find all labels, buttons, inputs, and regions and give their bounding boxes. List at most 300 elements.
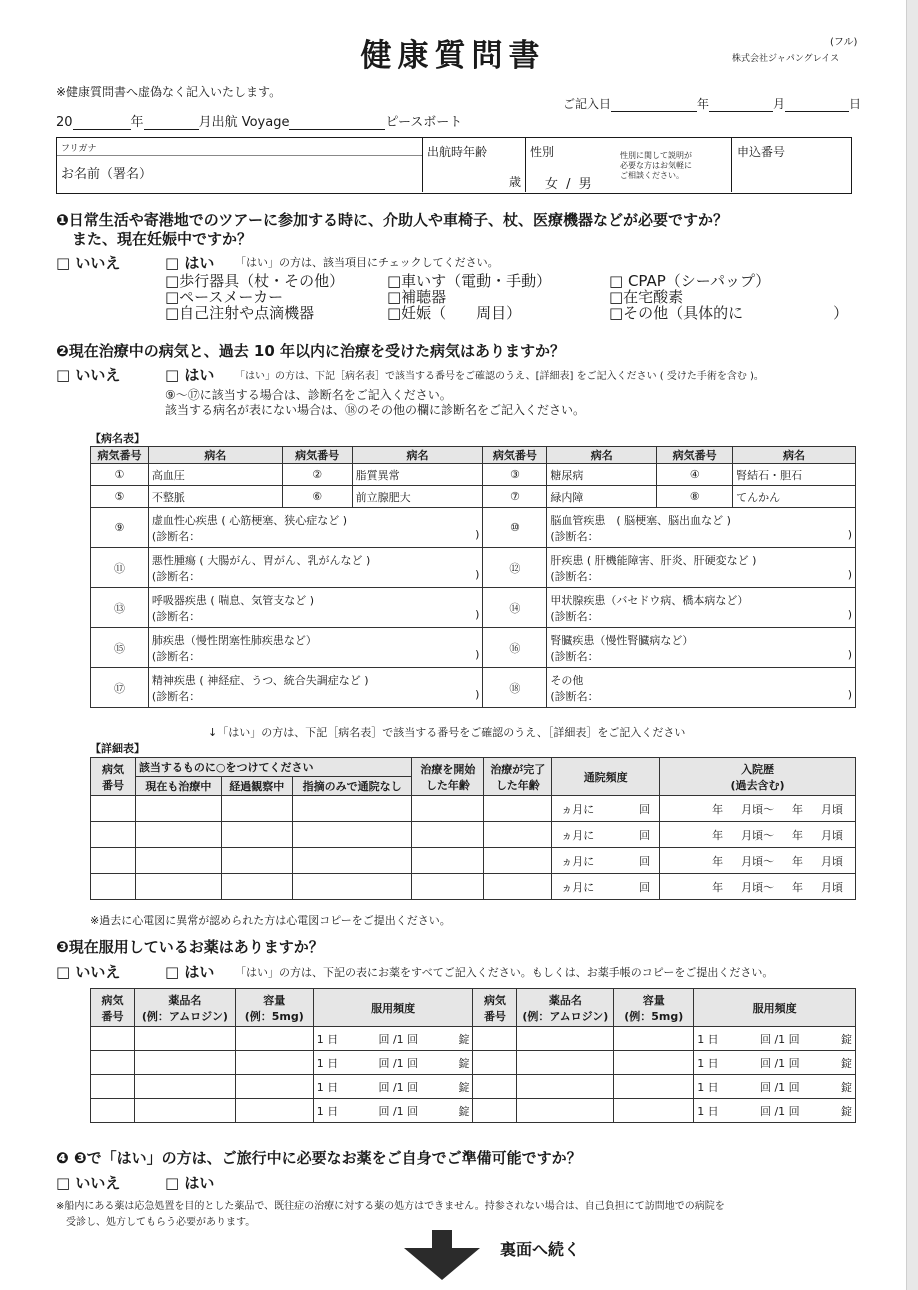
hospitalization-header [660, 758, 856, 796]
hospitalization-cell[interactable] [660, 848, 856, 874]
disease-name: 悪性腫瘍 ( 大腸がん、胃がん、乳がんなど ) [151, 553, 371, 567]
table-row [91, 464, 856, 486]
date-year-label: 年 [697, 97, 710, 111]
med-frequency-cell[interactable] [694, 1099, 856, 1123]
input-cell[interactable] [473, 1075, 517, 1099]
age-label: 出航時年齢 [427, 145, 488, 159]
voyage-number-field[interactable] [289, 117, 385, 130]
input-cell[interactable] [292, 874, 412, 900]
only-pointed-header: 指摘のみで通院なし [292, 777, 412, 796]
freq-times: 回 [639, 854, 651, 868]
frequency-cell[interactable] [552, 822, 660, 848]
hosp-year: 年 [792, 828, 804, 842]
freq-times: 回 [639, 880, 651, 894]
home-oxygen-option[interactable]: □在宅酸素 [609, 288, 684, 306]
header-text: 入院歴 [741, 762, 775, 776]
input-cell[interactable] [517, 1051, 614, 1075]
q2-note-3: 該当する病名が表にない場合は、⑱のその他の欄に診断名をご記入ください。 [165, 403, 586, 417]
input-cell[interactable] [91, 848, 136, 874]
detail-table-label: 【詳細表】 [90, 742, 145, 755]
diagnosis-close: ) [475, 527, 480, 541]
disease-number: ⑪ [91, 548, 149, 588]
frequency-text [555, 879, 656, 895]
med-frequency-text [317, 1103, 470, 1119]
disease-number: ⑨ [91, 508, 149, 548]
freq-tablet: 錠 [840, 1104, 852, 1118]
input-cell[interactable] [235, 1027, 313, 1051]
col-name: 病名 [733, 447, 856, 464]
table-row [91, 822, 856, 848]
med-frequency-cell[interactable] [313, 1099, 473, 1123]
disease-number: ⑫ [483, 548, 547, 588]
header-text: 病気 [101, 762, 124, 776]
med-frequency-text [317, 1031, 470, 1047]
hospitalization-cell[interactable] [660, 822, 856, 848]
input-cell[interactable] [473, 1027, 517, 1051]
date-line [563, 95, 861, 112]
wheelchair-option[interactable]: □車いす（電動・手動） [387, 272, 552, 290]
arrow-down-icon-stem [432, 1230, 452, 1250]
disease-detail-cell[interactable] [547, 588, 856, 628]
med-frequency-text [317, 1055, 470, 1071]
freq-day: 1 日 [697, 1080, 719, 1094]
input-cell[interactable] [484, 796, 552, 822]
hosp-year: 年 [712, 828, 724, 842]
app-no-field[interactable] [732, 138, 850, 192]
freq-times: 回 /1 回 [759, 1080, 800, 1094]
freq-times: 回 /1 回 [378, 1104, 419, 1118]
input-cell[interactable] [517, 1099, 614, 1123]
observation-header: 経過観察中 [221, 777, 292, 796]
diagnosis-close: ) [475, 607, 480, 621]
freq-day: 1 日 [697, 1032, 719, 1046]
sex-note-line: ご相談ください。 [620, 171, 684, 180]
date-day-label: 日 [849, 97, 862, 111]
name-label: お名前（署名） [61, 167, 153, 182]
input-cell[interactable] [91, 874, 136, 900]
diagnosis-line [152, 688, 480, 704]
disease-number: ⑤ [91, 486, 149, 508]
input-cell[interactable] [412, 848, 484, 874]
header-text: 番号 [101, 778, 124, 792]
q1-yes-checkbox[interactable]: □ はい [165, 254, 215, 272]
input-cell[interactable] [135, 796, 221, 822]
table-row [91, 668, 856, 708]
hosp-text [663, 879, 852, 895]
hosp-month: 月頃 [821, 802, 844, 816]
freq-tablet: 錠 [458, 1104, 470, 1118]
freq-times: 回 [639, 828, 651, 842]
voyage-year-label: 年 [130, 115, 144, 130]
freq-day: 1 日 [316, 1104, 339, 1118]
freq-times: 回 [639, 802, 651, 816]
voyage-month-label: 月出航 [198, 115, 238, 130]
freq-day: 1 日 [316, 1080, 339, 1094]
freq-times: 回 /1 回 [378, 1056, 419, 1070]
end-age-header [484, 758, 552, 796]
freq-month: ヵ月に [561, 828, 595, 842]
scrollbar[interactable] [906, 0, 918, 1290]
input-cell[interactable] [91, 1051, 135, 1075]
frequency-text [555, 853, 656, 869]
disease-number: ⑱ [483, 668, 547, 708]
drug-name-header [517, 989, 614, 1027]
input-cell[interactable] [614, 1075, 694, 1099]
input-cell[interactable] [221, 874, 292, 900]
diagnosis-label: (診断名： [151, 649, 201, 663]
input-cell[interactable] [134, 1075, 235, 1099]
disease-name: 脳血管疾患 ( 脳梗塞、脳出血など ) [550, 513, 731, 527]
diagnosis-line [550, 688, 852, 704]
input-cell[interactable] [134, 1027, 235, 1051]
disease-detail-cell[interactable] [547, 668, 856, 708]
disease-detail-cell[interactable] [148, 668, 483, 708]
disease-detail-cell[interactable] [547, 508, 856, 548]
diagnosis-label: (診断名： [550, 689, 599, 703]
input-cell[interactable] [412, 796, 484, 822]
detail-no-header [91, 758, 136, 796]
freq-day: 1 日 [316, 1032, 339, 1046]
med-frequency-text [697, 1055, 852, 1071]
freq-tablet: 錠 [458, 1080, 470, 1094]
freq-month: ヵ月に [561, 802, 595, 816]
header-text: 番号 [101, 1009, 124, 1023]
disease-name: 精神疾患 ( 神経症、うつ、統合失調症など ) [151, 673, 369, 687]
start-age-header [412, 758, 484, 796]
disease-name: 腎結石・胆石 [733, 464, 856, 486]
detail-arrow-note: ↓「はい」の方は、下記［病名表］で該当する番号をご確認のうえ、［詳細表］をご記入ください [208, 726, 686, 739]
input-cell[interactable] [614, 1051, 694, 1075]
input-cell[interactable] [473, 1051, 517, 1075]
hearing-aid-option[interactable]: □補聴器 [387, 288, 447, 306]
q2-title: ❷現在治療中の病気と、過去 10 年以内に治療を受けた病気はありますか？ [56, 342, 566, 360]
disease-detail-cell[interactable] [148, 548, 483, 588]
freq-times: 回 /1 回 [378, 1032, 419, 1046]
col-no: 病気番号 [282, 447, 352, 464]
q1-no-checkbox[interactable]: □ いいえ [56, 254, 121, 272]
q3-no-checkbox[interactable]: □ いいえ [56, 963, 121, 981]
cpap-option[interactable]: □ CPAP（シーパップ） [609, 272, 771, 290]
diagnosis-close: ) [847, 687, 852, 701]
freq-tablet: 錠 [840, 1032, 852, 1046]
q4-yes-checkbox[interactable]: □ はい [165, 1174, 215, 1192]
full-label: (フル) [830, 37, 858, 48]
hospitalization-cell[interactable] [660, 796, 856, 822]
voyage-line [56, 111, 462, 130]
input-cell[interactable] [135, 848, 221, 874]
input-cell[interactable] [235, 1075, 313, 1099]
med-frequency-cell[interactable] [313, 1027, 473, 1051]
pregnancy-option[interactable]: □妊娠（ 周目） [387, 304, 522, 322]
voyage-suffix: ピースボート [385, 115, 463, 130]
disease-name: 糖尿病 [547, 464, 657, 486]
q2-yes-note: 「はい」の方は、下記［病名表］で該当する番号をご確認のうえ、[詳細表] をご記入ください ( 受けた手術を含む )。 [235, 371, 764, 382]
header-text: 薬品名 [168, 993, 202, 1007]
input-cell[interactable] [221, 822, 292, 848]
header-text: 薬品名 [548, 993, 582, 1007]
name-field[interactable] [57, 138, 422, 192]
disease-name: 緑内障 [547, 486, 657, 508]
diagnosis-label: (診断名： [550, 609, 599, 623]
freq-day: 1 日 [697, 1104, 719, 1118]
input-cell[interactable] [517, 1075, 614, 1099]
disease-number: ⑧ [657, 486, 733, 508]
input-cell[interactable] [292, 796, 412, 822]
pacemaker-option[interactable]: □ペースメーカー [165, 288, 284, 306]
freq-day: 1 日 [316, 1056, 339, 1070]
med-frequency-text [697, 1103, 852, 1119]
disease-detail-cell[interactable] [547, 548, 856, 588]
age-field[interactable] [423, 138, 525, 192]
diagnosis-label: (診断名： [151, 529, 201, 543]
header-text: (例：アムロジン) [522, 1009, 609, 1023]
col-no: 病気番号 [657, 447, 733, 464]
input-cell[interactable] [412, 822, 484, 848]
freq-month: ヵ月に [561, 880, 595, 894]
table-row [91, 628, 856, 668]
frequency-cell[interactable] [552, 874, 660, 900]
input-cell[interactable] [484, 874, 552, 900]
sex-options[interactable]: 女 / 男 [545, 177, 592, 192]
hosp-month: 月頃 [821, 880, 844, 894]
table-row [91, 1027, 856, 1051]
input-cell[interactable] [221, 848, 292, 874]
table-row [91, 874, 856, 900]
disease-name: 腎臓疾患（慢性腎臓病など） [550, 633, 694, 647]
q3-yes-note: 「はい」の方は、下記の表にお薬をすべてご記入ください。もしくは、お薬手帳のコピーをご提出ください。 [235, 966, 774, 979]
disease-table-label: 【病名表】 [90, 432, 145, 445]
input-cell[interactable] [134, 1099, 235, 1123]
input-cell[interactable] [292, 822, 412, 848]
input-cell[interactable] [91, 1075, 135, 1099]
q1-yes-note: 「はい」の方は、該当項目にチェックしてください。 [235, 256, 499, 269]
diagnosis-label: (診断名： [550, 649, 599, 663]
col-no: 病気番号 [483, 447, 547, 464]
diagnosis-line [550, 608, 852, 624]
med-frequency-cell[interactable] [694, 1075, 856, 1099]
table-row [91, 548, 856, 588]
sex-label: 性別 [530, 145, 555, 159]
disease-name: 甲状腺疾患（バセドウ病、橋本病など） [550, 593, 749, 607]
med-frequency-cell[interactable] [694, 1027, 856, 1051]
med-frequency-cell[interactable] [694, 1051, 856, 1075]
current-treatment-header: 現在も治療中 [135, 777, 221, 796]
medication-table [90, 988, 856, 1123]
input-cell[interactable] [235, 1051, 313, 1075]
input-cell[interactable] [484, 822, 552, 848]
med-frequency-cell[interactable] [313, 1051, 473, 1075]
table-row [91, 1099, 856, 1123]
disease-name: 肺疾患（慢性閉塞性肺疾患など） [151, 633, 317, 647]
hosp-text [663, 801, 852, 817]
voyage-prefix: 20 [56, 115, 73, 130]
med-frequency-text [317, 1079, 470, 1095]
declaration-text: ※健康質問書へ虚偽なく記入いたします。 [56, 85, 282, 99]
q1-option-row [165, 289, 855, 305]
table-row [91, 588, 856, 628]
freq-tablet: 錠 [458, 1032, 470, 1046]
input-cell[interactable] [517, 1027, 614, 1051]
table-row [91, 486, 856, 508]
freq-tablet: 錠 [458, 1056, 470, 1070]
drug-name-header [134, 989, 235, 1027]
q2-note-2: ⑨～⑰に該当する場合は、診断名をご記入ください。 [165, 388, 452, 402]
disease-detail-cell[interactable] [148, 508, 483, 548]
hosp-year: 年 [712, 854, 724, 868]
header-text: (過去含む) [730, 778, 785, 792]
input-cell[interactable] [292, 848, 412, 874]
col-name: 病名 [148, 447, 282, 464]
input-cell[interactable] [134, 1051, 235, 1075]
freq-tablet: 錠 [840, 1080, 852, 1094]
disease-name: 呼吸器疾患 ( 喘息、気管支など ) [151, 593, 314, 607]
date-day-field[interactable] [785, 99, 849, 112]
table-row [91, 796, 856, 822]
frequency-text [555, 827, 656, 843]
disease-detail-cell[interactable] [148, 628, 483, 668]
hosp-month: 月頃～ [741, 828, 775, 842]
walking-aid-option[interactable]: □歩行器具（杖・その他） [165, 272, 345, 290]
table-row [91, 1051, 856, 1075]
input-cell[interactable] [473, 1099, 517, 1123]
company-name: 株式会社ジャパングレイス [732, 54, 840, 64]
disease-number: ② [282, 464, 352, 486]
med-frequency-text [697, 1031, 852, 1047]
med-frequency-cell[interactable] [313, 1075, 473, 1099]
dose-header [614, 989, 694, 1027]
q2-no-checkbox[interactable]: □ いいえ [56, 366, 121, 384]
disease-detail-cell[interactable] [148, 588, 483, 628]
date-month-label: 月 [773, 97, 786, 111]
input-cell[interactable] [135, 822, 221, 848]
voyage-month-field[interactable] [144, 117, 199, 130]
disease-name: その他 [550, 673, 584, 687]
hosp-year: 年 [792, 802, 804, 816]
diagnosis-close: ) [847, 647, 852, 661]
frequency-header: 通院頻度 [552, 758, 660, 796]
sex-note [620, 151, 692, 181]
table-row [91, 848, 856, 874]
input-cell[interactable] [221, 796, 292, 822]
header-text: (例：5mg) [624, 1009, 684, 1023]
detail-group-header: 該当するものに○をつけてください [135, 758, 412, 777]
other-option[interactable]: □その他（具体的に ） [609, 304, 849, 322]
diagnosis-line [550, 528, 852, 544]
input-cell[interactable] [235, 1099, 313, 1123]
disease-number: ⑰ [91, 668, 149, 708]
diagnosis-label: (診断名： [151, 569, 201, 583]
hosp-year: 年 [712, 880, 724, 894]
disease-name: 前立腺肥大 [352, 486, 483, 508]
q3-yes-checkbox[interactable]: □ はい [165, 963, 215, 981]
frequency-text [555, 801, 656, 817]
date-year-field[interactable] [611, 99, 697, 112]
page-title: 健康質問書 [360, 38, 546, 74]
freq-times: 回 /1 回 [378, 1080, 419, 1094]
detail-table [90, 757, 856, 900]
q1-option-row [165, 273, 855, 289]
header-text: 治療が完了 [490, 762, 546, 776]
diagnosis-close: ) [847, 527, 852, 541]
disease-number: ① [91, 464, 149, 486]
q4-no-checkbox[interactable]: □ いいえ [56, 1174, 121, 1192]
table-row [91, 508, 856, 548]
input-cell[interactable] [91, 1099, 135, 1123]
q1-option-row [165, 305, 855, 321]
input-cell[interactable] [91, 796, 136, 822]
diagnosis-line [152, 608, 480, 624]
disease-number: ⑮ [91, 628, 149, 668]
voyage-year-field[interactable] [73, 117, 131, 130]
input-cell[interactable] [484, 848, 552, 874]
diagnosis-line [152, 528, 480, 544]
diagnosis-line [152, 568, 480, 584]
diagnosis-close: ) [847, 607, 852, 621]
freq-tablet: 錠 [840, 1056, 852, 1070]
frequency-cell[interactable] [552, 796, 660, 822]
sex-note-line: 必要な方はお気軽に [620, 161, 692, 170]
disease-number: ⑩ [483, 508, 547, 548]
input-cell[interactable] [614, 1027, 694, 1051]
frequency-cell[interactable] [552, 848, 660, 874]
diagnosis-line [152, 648, 480, 664]
disease-name: てんかん [733, 486, 856, 508]
header-text: 病気 [101, 993, 124, 1007]
disease-table [90, 446, 856, 708]
disease-number: ⑦ [483, 486, 547, 508]
q4-note-1: ※船内にある薬は応急処置を目的とした薬品で、既往症の治療に対する薬の処方はできません。持参されない場合は、自己負担にて訪問地での病院を [56, 1201, 725, 1212]
continue-text: 裏面へ続く [500, 1240, 581, 1259]
q4-title: ❹ ❸で「はい」の方は、ご旅行中に必要なお薬をご自身でご準備可能ですか？ [56, 1149, 582, 1167]
q3-title: ❸現在服用しているお薬はありますか？ [56, 938, 324, 956]
med-frequency-header: 服用頻度 [313, 989, 473, 1027]
age-unit: 歳 [509, 175, 522, 189]
disease-number: ③ [483, 464, 547, 486]
input-cell[interactable] [614, 1099, 694, 1123]
date-month-field[interactable] [709, 99, 773, 112]
hospitalization-cell[interactable] [660, 874, 856, 900]
med-frequency-header: 服用頻度 [694, 989, 856, 1027]
injection-option[interactable]: □自己注射や点滴機器 [165, 304, 315, 322]
col-name: 病名 [547, 447, 657, 464]
disease-name: 肝疾患 ( 肝機能障害、肝炎、肝硬変など ) [550, 553, 757, 567]
input-cell[interactable] [412, 874, 484, 900]
input-cell[interactable] [91, 822, 136, 848]
freq-month: ヵ月に [561, 854, 595, 868]
app-no-label: 申込番号 [737, 145, 786, 159]
dose-header [235, 989, 313, 1027]
hosp-text [663, 853, 852, 869]
input-cell[interactable] [91, 1027, 135, 1051]
disease-detail-cell[interactable] [547, 628, 856, 668]
med-no-header [473, 989, 517, 1027]
hosp-year: 年 [792, 854, 804, 868]
header-text: した年齢 [495, 778, 540, 792]
diagnosis-close: ) [847, 567, 852, 581]
hosp-month: 月頃 [821, 828, 844, 842]
disease-number: ④ [657, 464, 733, 486]
col-no: 病気番号 [91, 447, 149, 464]
input-cell[interactable] [135, 874, 221, 900]
hosp-text [663, 827, 852, 843]
header-text: 容量 [642, 993, 665, 1007]
disease-name: 高血圧 [148, 464, 282, 486]
header-text: (例：5mg) [244, 1009, 304, 1023]
q2-yes-checkbox[interactable]: □ はい [165, 366, 215, 384]
diagnosis-line [550, 568, 852, 584]
diagnosis-close: ) [475, 567, 480, 581]
hosp-month: 月頃～ [741, 854, 775, 868]
